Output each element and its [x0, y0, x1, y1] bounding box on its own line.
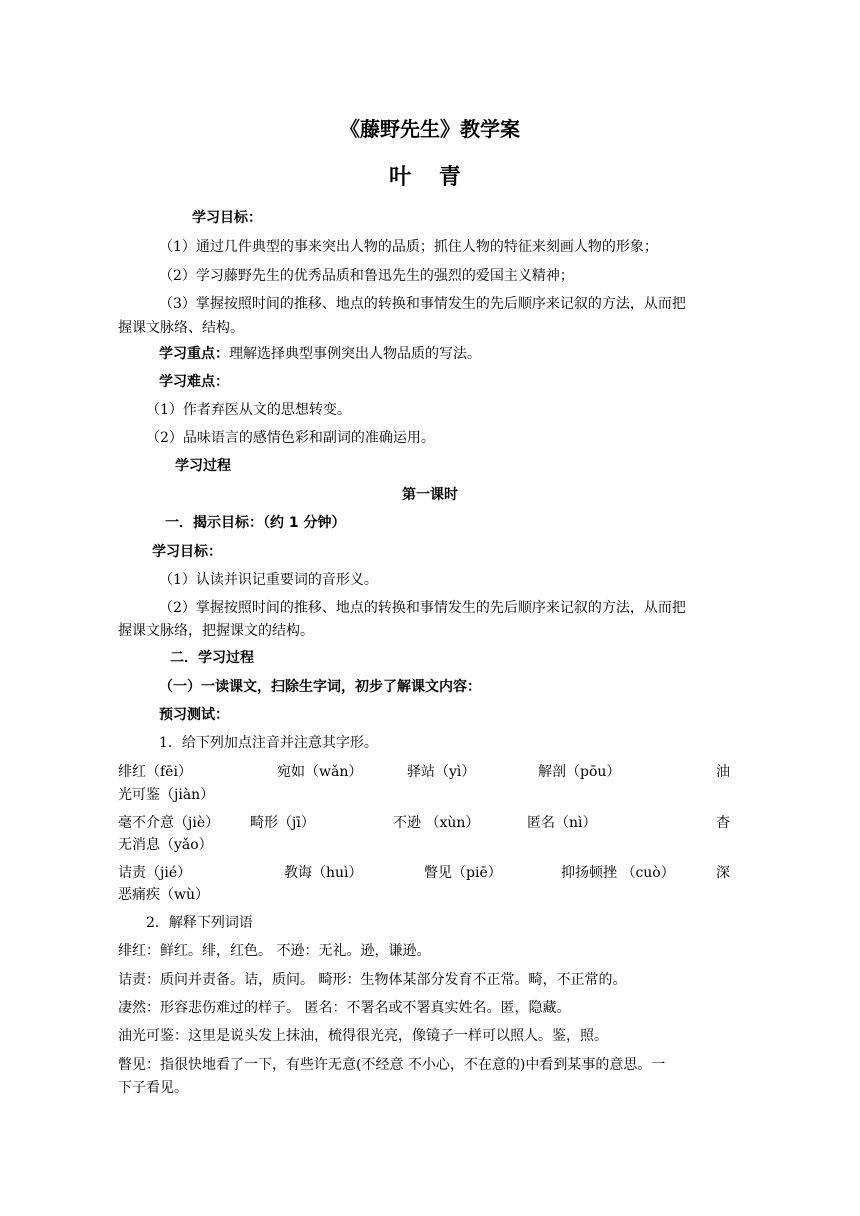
pinyin-word: 畸形（jī）: [250, 815, 315, 831]
pinyin-row-cont: 恶痛疾（wù）: [118, 887, 209, 903]
definition-line: 下子看见。: [118, 1080, 188, 1096]
pinyin-word: 油: [716, 764, 730, 780]
key-point-label: 学习重点：: [159, 346, 229, 362]
section2-heading: 二．学习过程: [170, 650, 254, 666]
lesson-heading: 第一课时: [402, 487, 458, 503]
pinyin-word: 匿名（nì）: [527, 815, 597, 831]
question-1: 1．给下列加点注音并注意其字形。: [159, 735, 378, 751]
pinyin-row: [118, 762, 730, 782]
pinyin-word: 教诲（huì）: [284, 865, 363, 881]
objective-item: 握课文脉络、结构。: [118, 320, 244, 336]
difficulty-item: （1）作者弃医从文的思想转变。: [146, 402, 351, 418]
definition-line: 诘责：质问并责备。诘，质问。 畸形：生物体某部分发育不正常。畸，不正常的。: [118, 972, 627, 988]
pinyin-word: 抑扬顿挫 （cuò）: [561, 865, 675, 881]
pinyin-word: 杳: [716, 815, 730, 831]
section2-subheading: （一）一读课文，扫除生字词，初步了解课文内容：: [159, 679, 481, 695]
process-heading: 学习过程: [175, 458, 231, 474]
pinyin-word: 诘责（jié）: [118, 865, 192, 881]
pinyin-word: 驿站（yì）: [407, 764, 476, 780]
section1-heading: 一．揭示目标：（约 1 分钟）: [165, 515, 346, 531]
definition-line: 油光可鉴：这里是说头发上抹油，梳得很光亮，像镜子一样可以照人。鉴，照。: [118, 1028, 608, 1044]
pinyin-row-cont: 无消息（yǎo）: [118, 837, 213, 853]
objective-item: （2）学习藤野先生的优秀品质和鲁迅先生的强烈的爱国主义精神；: [159, 268, 574, 284]
definition-line: 瞥见：指很快地看了一下，有些许无意(不经意 不小心，不在意的)中看到某事的意思。一: [118, 1057, 666, 1073]
pinyin-row-cont: 光可鉴（jiàn）: [118, 787, 215, 803]
test-heading: 预习测试：: [159, 707, 229, 723]
section1-item: 握课文脉络，把握课文的结构。: [118, 623, 314, 639]
pinyin-word: 深: [716, 865, 730, 881]
pinyin-row: [118, 863, 730, 883]
objectives-heading: 学习目标：: [192, 210, 262, 226]
pinyin-word: 解剖（pōu）: [538, 764, 621, 780]
objective-item: （3）掌握按照时间的推移、地点的转换和事情发生的先后顺序来记叙的方法，从而把: [159, 296, 686, 312]
author-name: 叶 青: [389, 165, 471, 190]
section1-item: （1）认读并识记重要词的音形义。: [159, 572, 378, 588]
pinyin-word: 宛如（wǎn）: [277, 764, 363, 780]
key-point-text: 理解选择典型事例突出人物品质的写法。: [229, 346, 481, 362]
pinyin-row: [118, 813, 730, 833]
objective-item: （1）通过几件典型的事来突出人物的品质；抓住人物的特征来刻画人物的形象；: [159, 239, 658, 255]
key-point: [159, 344, 481, 364]
difficulty-item: （2）品味语言的感情色彩和副词的准确运用。: [146, 430, 435, 446]
question-2: 2．解释下列词语: [146, 915, 253, 931]
pinyin-word: 瞥见（piē）: [424, 865, 502, 881]
section1-item: （2）掌握按照时间的推移、地点的转换和事情发生的先后顺序来记叙的方法，从而把: [159, 600, 686, 616]
difficulty-heading: 学习难点：: [159, 374, 229, 390]
pinyin-word: 不逊 （xùn）: [393, 815, 480, 831]
pinyin-word: 毫不介意（jiè）: [118, 815, 220, 831]
pinyin-word: 绯红（fēi）: [118, 764, 192, 780]
definition-line: 凄然：形容悲伤难过的样子。 匿名：不署名或不署真实姓名。匿，隐藏。: [118, 1000, 571, 1016]
section1-subheading: 学习目标：: [152, 544, 222, 560]
definition-line: 绯红：鲜红。绯，红色。 不逊：无礼。逊，谦逊。: [118, 943, 431, 959]
document-title: 《藤野先生》教学案: [340, 117, 520, 141]
